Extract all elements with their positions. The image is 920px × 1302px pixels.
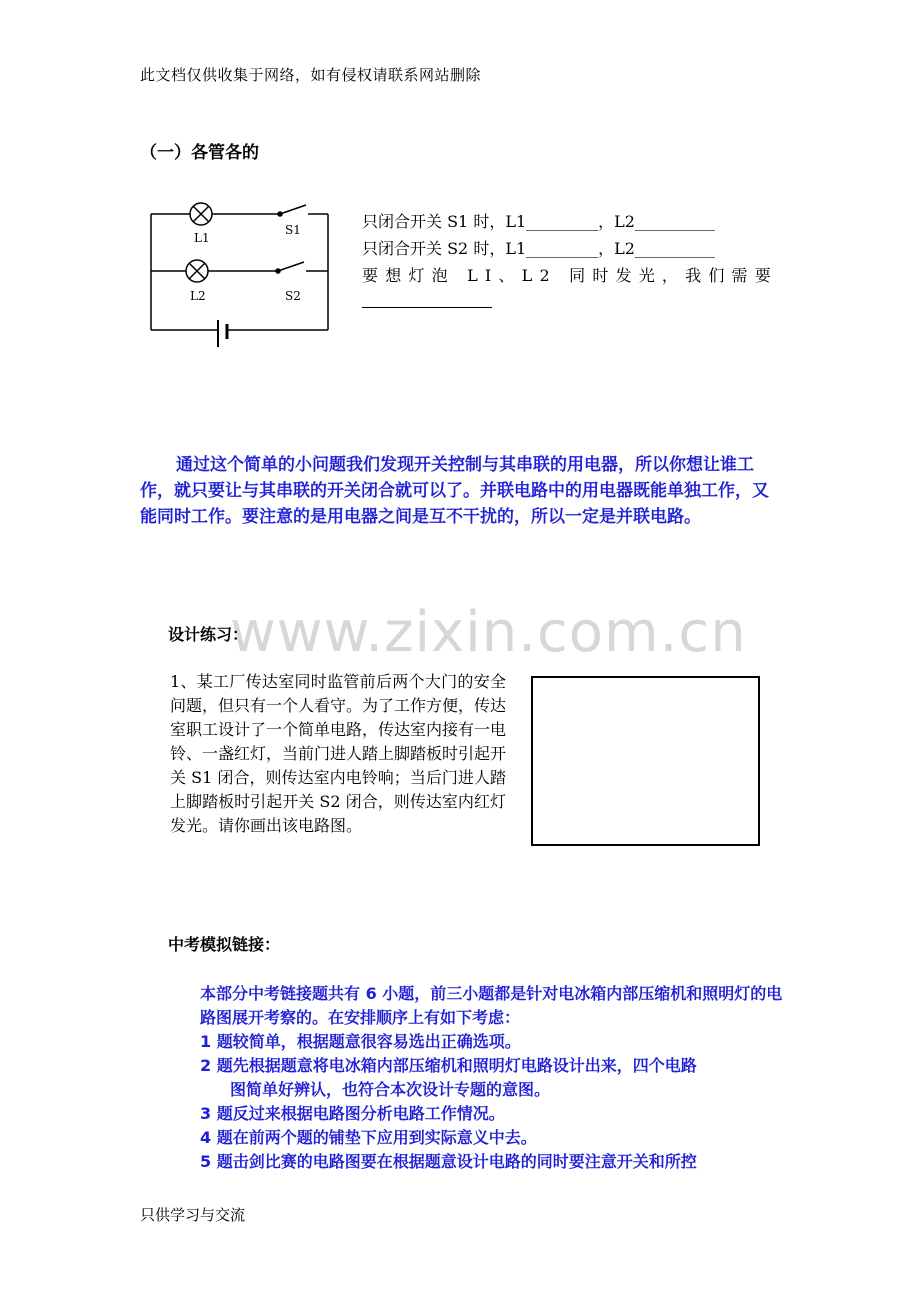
zhongkao-intro: 本部分中考链接题共有 6 小题，前三小题都是针对电冰箱内部压缩机和照明灯的电路图展开考察的。在安排顺序上有如下考虑：: [200, 984, 783, 1027]
switch-s1-label: S1: [285, 223, 301, 237]
switch-s2-label: S2: [285, 289, 301, 303]
watermark: www.zixin.com.cn: [230, 600, 747, 665]
answer-drawing-box: [531, 676, 760, 846]
footer-note: 只供学习与交流: [140, 1206, 246, 1224]
list-item: 5 题击剑比赛的电路图要在根据题意设计电路的同时要注意开关和所控: [200, 1152, 697, 1171]
zhongkao-list: [200, 1030, 790, 1174]
question-line-2: 只闭合开关 S2 时，L1_________，L2__________: [362, 239, 715, 258]
list-item: 4 题在前两个题的铺垫下应用到实际意义中去。: [200, 1128, 537, 1147]
circuit-diagram: [148, 196, 338, 356]
switch-s2-icon: [278, 262, 304, 271]
zhongkao-title: 中考模拟链接：: [168, 935, 281, 954]
list-item: 2 题先根据题意将电冰箱内部压缩机和照明灯电路设计出来，四个电路: [200, 1056, 697, 1075]
exercise-text: 1、某工厂传达室同时监管前后两个大门的安全问题，但只有一个人看守。为了工作方便，传达室职工设计了一个简单电路，传达室内接有一电铃、一盏红灯，当前门进人踏上脚踏板时引起开关 S1 闭合，则传达室内电铃响；当后门进人踏上脚踏板时引起开关 S2 闭合，则传达室内红灯发光。请你画出该电路图。: [170, 672, 507, 835]
question-block: [362, 208, 782, 316]
question-line-3: 要想灯泡 LI、L2 同时发光，我们需要: [362, 266, 778, 285]
list-item: 1 题较简单，根据题意很容易选出正确选项。: [200, 1032, 521, 1051]
header-note: 此文档仅供收集于网络，如有侵权请联系网站删除: [140, 66, 482, 84]
question-line-1: 只闭合开关 S1 时，L1_________，L2__________: [362, 212, 715, 231]
lamp-l2-label: L2: [190, 289, 206, 303]
explanation-paragraph: 通过这个简单的小问题我们发现开关控制与其串联的用电器，所以你想让谁工作，就只要让与其串联的开关闭合就可以了。并联电路中的用电器既能单独工作，又能同时工作。要注意的是用电器之间是互不干扰的，所以一定是并联电路。: [140, 455, 769, 527]
answer-blank: [362, 289, 492, 308]
list-item: 图简单好辨认，也符合本次设计专题的意图。: [230, 1080, 551, 1099]
switch-s1-icon: [280, 205, 306, 214]
section-title: （一）各管各的: [140, 143, 259, 163]
lamp-l1-label: L1: [194, 231, 210, 245]
design-practice-title: 设计练习：: [168, 625, 249, 644]
list-item: 3 题反过来根据电路图分析电路工作情况。: [200, 1104, 505, 1123]
